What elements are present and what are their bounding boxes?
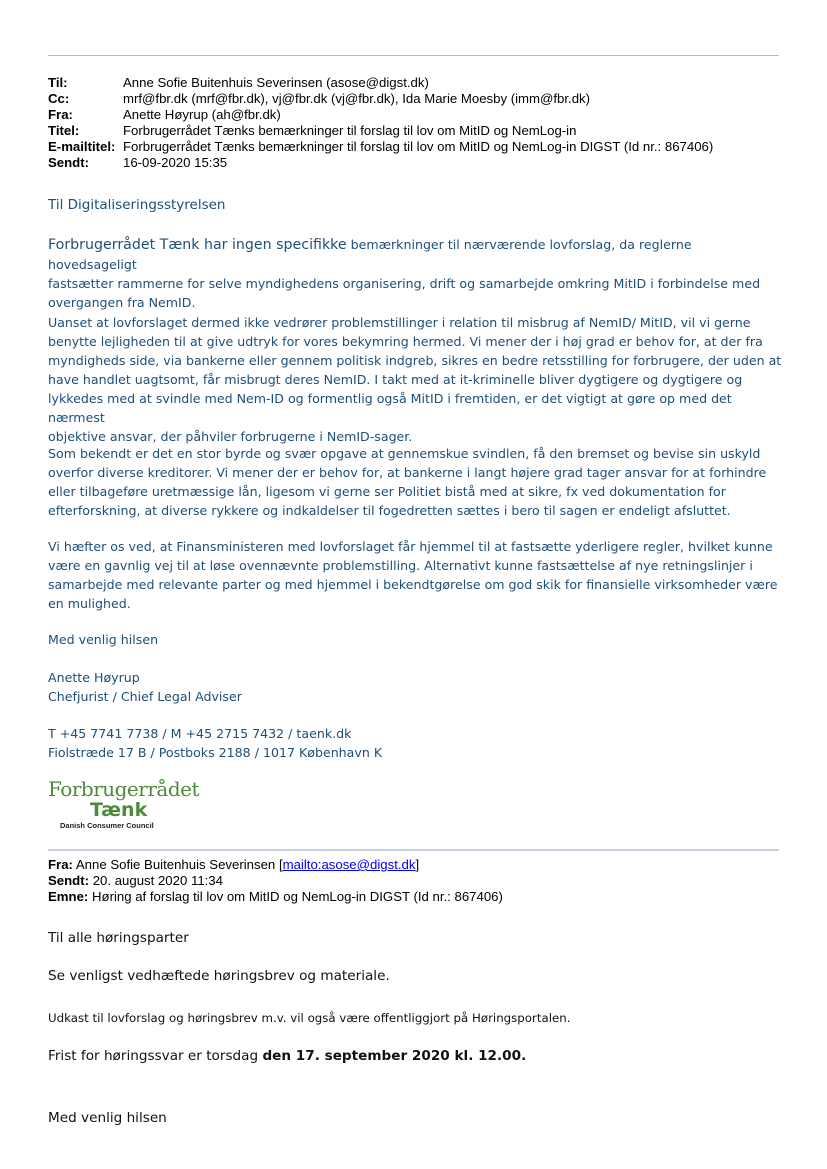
contact-block xyxy=(48,724,783,762)
paragraph-line: myndigheds side, via bankerne eller gennem politisk indgreb, sikres en bedre retsstilling for forbrugere, der uden at xyxy=(48,353,782,368)
header-label: Fra: xyxy=(48,107,73,122)
paragraph-line: benytte lejligheden til at give udtryk for vores bekymring hermed. Vi mener der i høj grad er behov for, at der fra xyxy=(48,334,763,349)
paragraph-line: lykkedes med at svindle med Nem-ID og formentlig også MitID i fremtiden, er det vigtigt at gøre op med det nærmest xyxy=(48,391,732,425)
header-row-title xyxy=(48,123,713,139)
header-label: Cc: xyxy=(48,91,70,106)
header-label: Titel: xyxy=(48,123,80,138)
mailto-link[interactable]: mailto:asose@digst.dk xyxy=(282,857,416,872)
paragraph-line: objektive ansvar, der påhviler forbrugerne i NemID-sager. xyxy=(48,429,413,444)
forwarded-portal-note: Udkast til lovforslag og høringsbrev m.v. vil også være offentliggjort på Høringsportalen. xyxy=(48,1011,571,1025)
forwarded-deadline xyxy=(48,1048,526,1064)
deadline-date: den 17. september 2020 kl. 12.00. xyxy=(262,1048,527,1064)
header-row-to xyxy=(48,75,713,91)
forwarded-greeting: Til alle høringsparter xyxy=(48,930,189,946)
header-row-from xyxy=(48,107,713,123)
paragraph-line: være en gavnlig vej til at løse ovennævnte problemstilling. Alternativt kunne fastsættelse af nye retningslinjer i xyxy=(48,558,753,573)
top-divider xyxy=(48,55,779,56)
header-label: Til: xyxy=(48,75,68,90)
forwarded-sent-label: Sendt: xyxy=(48,873,90,888)
header-row-cc xyxy=(48,91,713,107)
forwarded-subject-row xyxy=(48,889,503,905)
header-value: Forbrugerrådet Tænks bemærkninger til forslag til lov om MitID og NemLog-in xyxy=(123,123,577,138)
forwarded-closing: Med venlig hilsen xyxy=(48,1110,167,1126)
header-value: Anette Høyrup (ah@fbr.dk) xyxy=(123,107,281,122)
paragraph-line: overfor diverse kreditorer. Vi mener der er behov for, at bankerne i langt højere grad tager ansvar for at forhindre xyxy=(48,465,767,480)
contact-address: Fiolstræde 17 B / Postboks 2188 / 1017 København K xyxy=(48,745,383,760)
paragraph-line: efterforskning, at diverse rykkere og indkaldelser til fogedretten sættes i bero til sagen er endeligt afsluttet. xyxy=(48,503,731,518)
paragraph-line: fastsætter rammerne for selve myndighedens organisering, drift og samarbejde omkring MitID i forbindelse med xyxy=(48,276,761,291)
forwarded-attachment-note: Se venligst vedhæftede høringsbrev og materiale. xyxy=(48,968,390,984)
paragraph-line: Som bekendt er det en stor byrde og svær opgave at gennemskue svindlen, få den bremset og bevise sin uskyld xyxy=(48,446,761,461)
header-value: mrf@fbr.dk (mrf@fbr.dk), vj@fbr.dk (vj@fbr.dk), Ida Marie Moesby (imm@fbr.dk) xyxy=(123,91,591,106)
paragraph-line: samarbejde med relevante parter og med hjemmel i bekendtgørelse om god skik for finansielle virksomheder være xyxy=(48,577,778,592)
paragraph-1 xyxy=(48,235,783,312)
header-row-email-title xyxy=(48,139,713,155)
contact-phone: T +45 7741 7738 / M +45 2715 7432 / taenk.dk xyxy=(48,726,352,741)
forbrugerraadet-logo xyxy=(48,777,199,834)
header-label: Sendt: xyxy=(48,155,90,170)
logo-tagline: Danish Consumer Council xyxy=(60,821,154,830)
forwarded-from-name: Anne Sofie Buitenhuis Severinsen xyxy=(75,857,276,872)
forwarded-from-label: Fra: xyxy=(48,857,73,872)
forwarded-sent-value: 20. august 2020 11:34 xyxy=(92,873,223,888)
header-label: E-mailtitel: xyxy=(48,139,116,154)
paragraph-4 xyxy=(48,537,783,613)
paragraph-line: en mulighed. xyxy=(48,596,131,611)
email-header-block xyxy=(48,75,713,171)
paragraph-line: Vi hæfter os ved, at Finansministeren med lovforslaget får hjemmel til at fastsætte yderligere regler, hvilket kunne xyxy=(48,539,773,554)
forwarded-subject-value: Høring af forslag til lov om MitID og NemLog-in DIGST (Id nr.: 867406) xyxy=(91,889,503,904)
forwarded-divider xyxy=(48,849,779,851)
forwarded-subject-label: Emne: xyxy=(48,889,89,904)
signature-title: Chefjurist / Chief Legal Adviser xyxy=(48,689,242,704)
logo-line-2: Tænk xyxy=(90,799,148,821)
paragraph-3 xyxy=(48,444,783,520)
paragraph-1-lead: Forbrugerrådet Tænk har ingen specifikke xyxy=(48,237,347,253)
header-value: Anne Sofie Buitenhuis Severinsen (asose@digst.dk) xyxy=(123,75,429,90)
paragraph-line: bemærkninger til nærværende lovforslag, da reglerne hovedsageligt xyxy=(48,237,692,272)
header-value: 16-09-2020 15:35 xyxy=(123,155,228,170)
header-row-sent xyxy=(48,155,713,171)
letter-closing: Med venlig hilsen xyxy=(48,632,159,647)
logo-line-1: Forbrugerrådet xyxy=(48,777,199,801)
signature-block xyxy=(48,668,783,706)
header-value: Forbrugerrådet Tænks bemærkninger til forslag til lov om MitID og NemLog-in DIGST (Id nr.: 867406) xyxy=(123,139,714,154)
deadline-text: Frist for høringssvar er torsdag xyxy=(48,1048,263,1064)
signature-name: Anette Høyrup xyxy=(48,670,140,685)
forwarded-sent-row xyxy=(48,873,503,889)
paragraph-line: have handlet uagtsomt, får misbrugt deres NemID. I takt med at it-kriminelle bliver dygtigere og dygtigere og xyxy=(48,372,743,387)
paragraph-line: overgangen fra NemID. xyxy=(48,295,196,310)
paragraph-line: Uanset at lovforslaget dermed ikke vedrører problemstillinger i relation til misbrug af NemID/ MitID, vil vi gerne xyxy=(48,315,751,330)
forwarded-from-row: Fra: Anne Sofie Buitenhuis Severinsen [mailto:asose@digst.dk] xyxy=(48,857,420,872)
paragraph-2 xyxy=(48,313,783,446)
letter-greeting: Til Digitaliseringsstyrelsen xyxy=(48,197,226,213)
paragraph-line: eller tilbageføre uretmæssige lån, ligesom vi gerne ser Politiet bistå med at sikre, fx ved dokumentation for xyxy=(48,484,726,499)
forwarded-header xyxy=(48,857,503,905)
